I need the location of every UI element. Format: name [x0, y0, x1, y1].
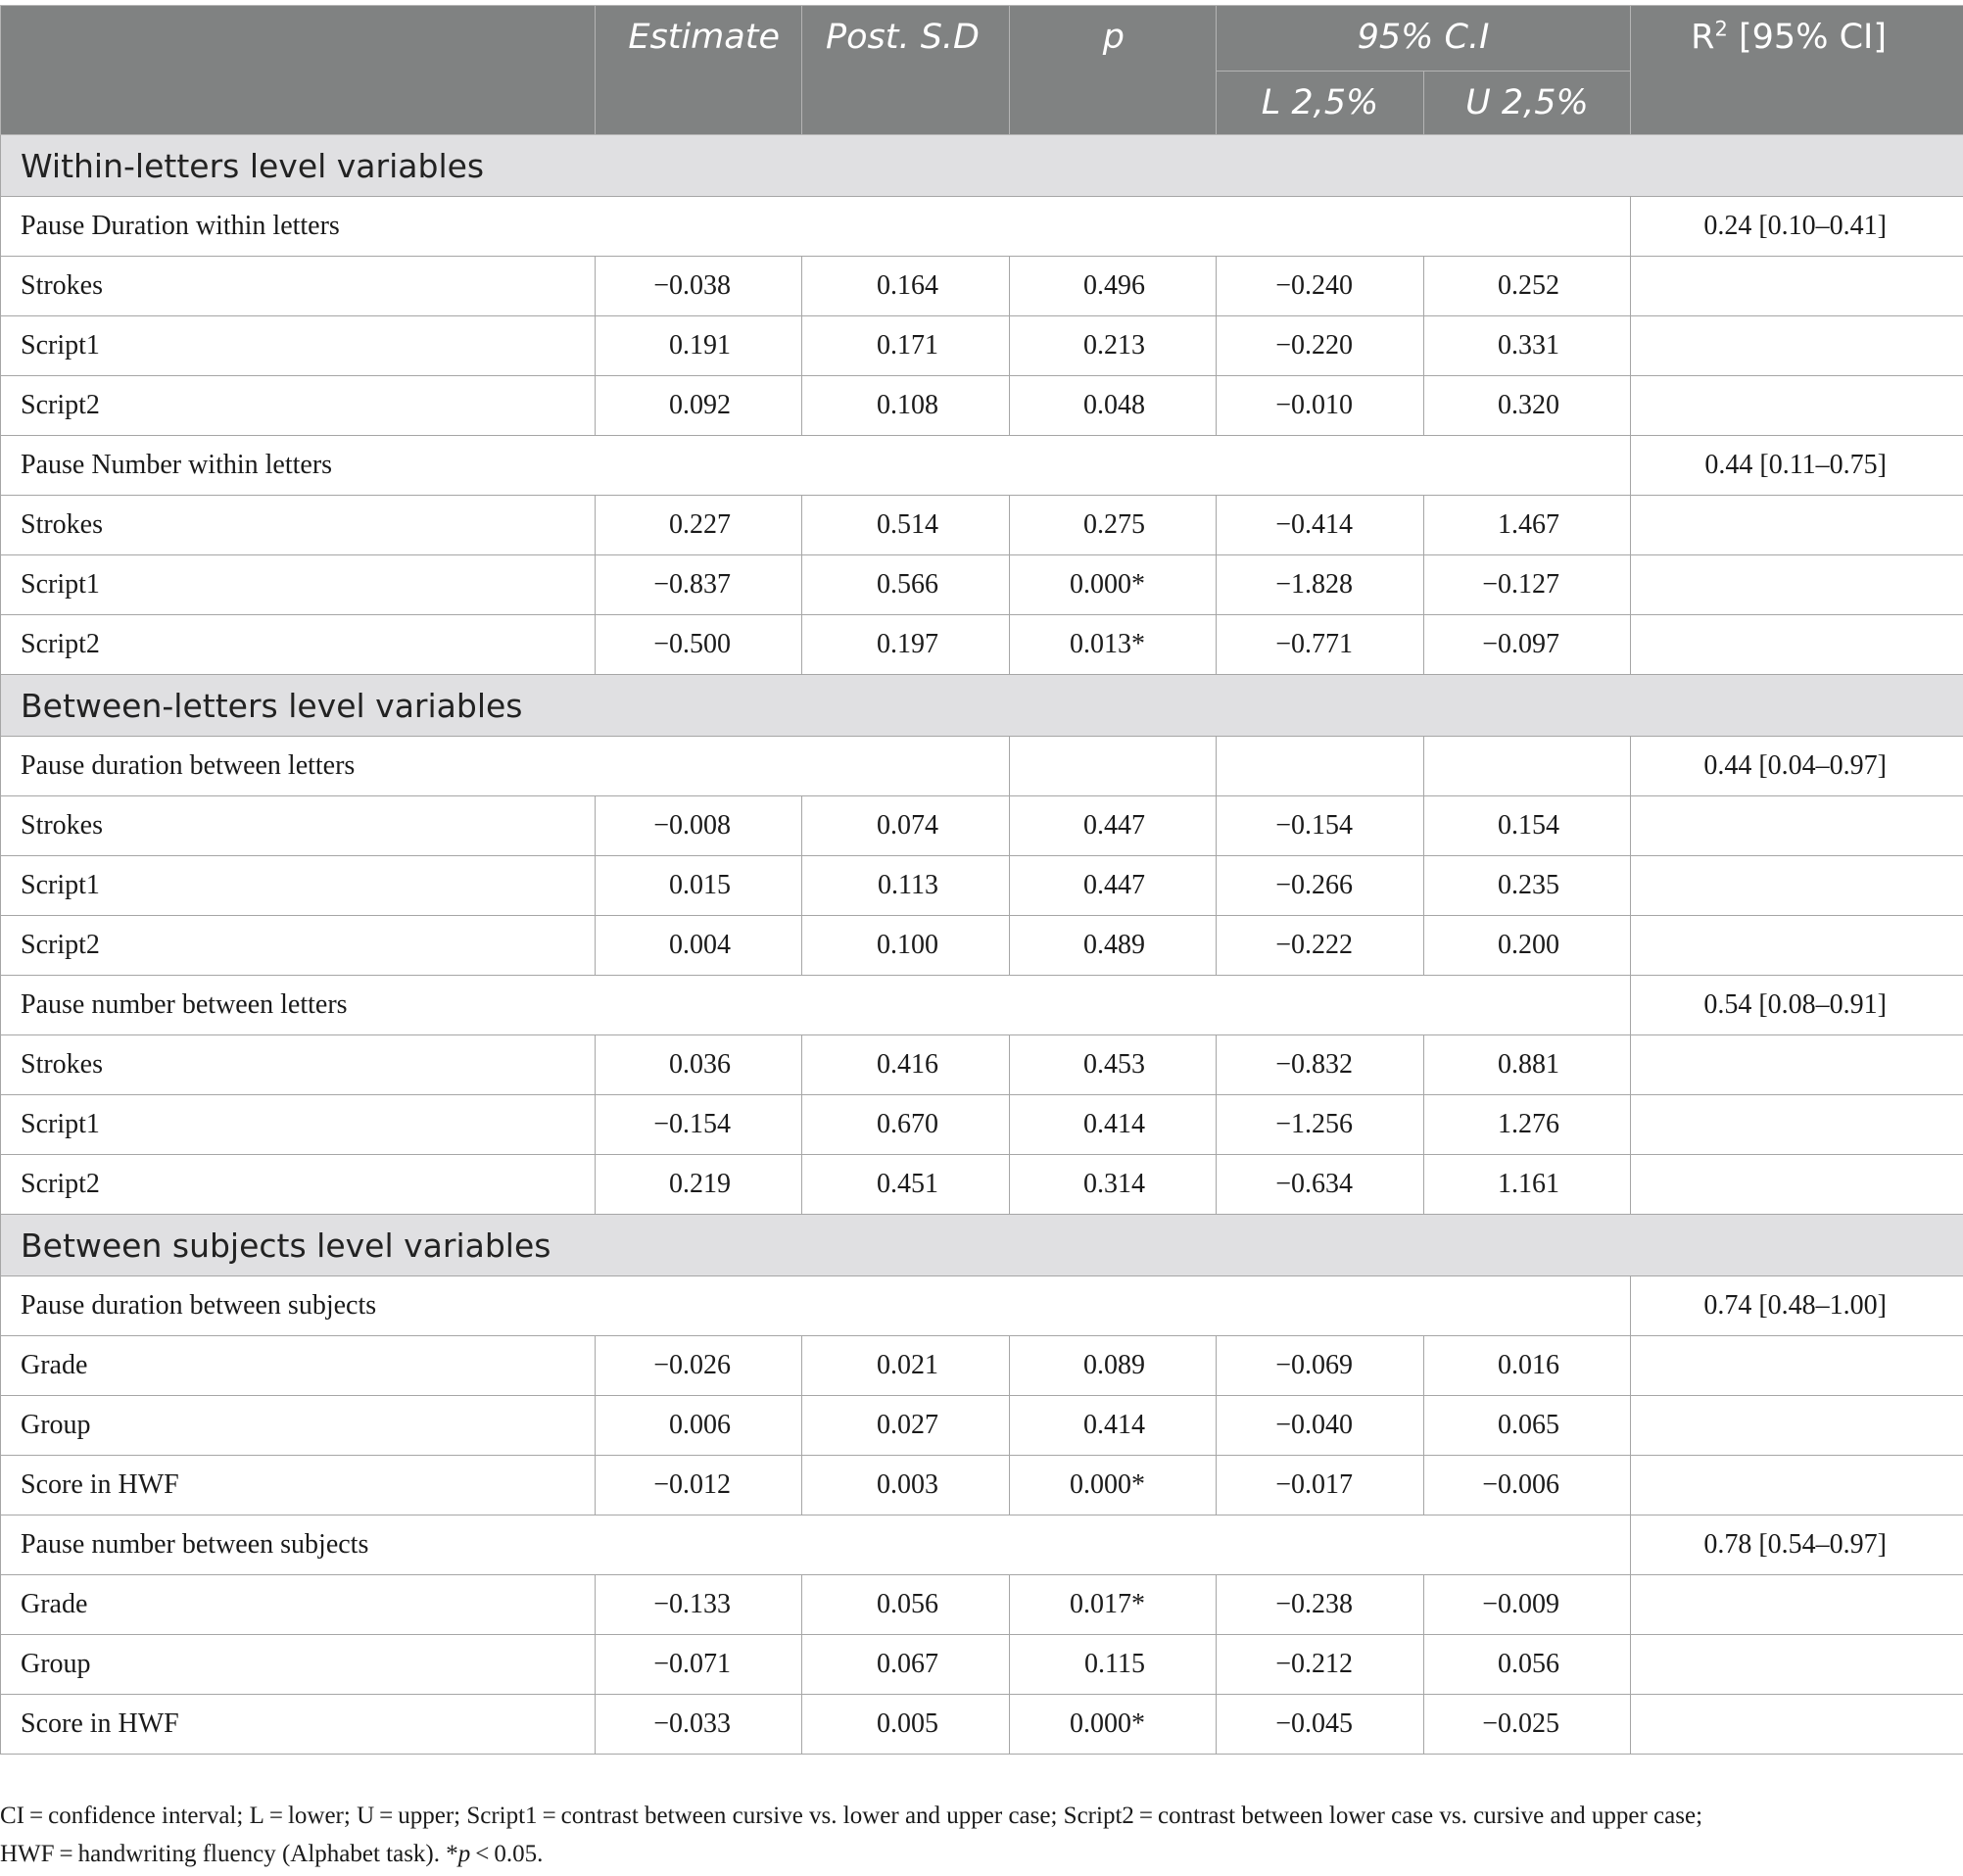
cell-upper: −0.097 [1424, 615, 1631, 675]
variable-label: Pause duration between subjects [1, 1276, 1631, 1336]
cell-upper: 0.154 [1424, 796, 1631, 856]
empty-cell [1424, 737, 1631, 796]
cell-estimate: 0.015 [596, 856, 802, 916]
empty-cell [1631, 615, 1963, 675]
cell-upper: 0.320 [1424, 376, 1631, 436]
empty-cell [1631, 796, 1963, 856]
section-row [1, 1215, 1963, 1276]
cell-estimate: −0.500 [596, 615, 802, 675]
results-table [0, 5, 1963, 1755]
empty-cell [1631, 856, 1963, 916]
cell-upper: 0.065 [1424, 1396, 1631, 1456]
cell-upper: 1.161 [1424, 1155, 1631, 1215]
cell-upper: 1.276 [1424, 1095, 1631, 1155]
cell-estimate: −0.038 [596, 257, 802, 316]
variable-row [1, 976, 1963, 1035]
cell-sd: 0.074 [802, 796, 1010, 856]
cell-sd: 0.171 [802, 316, 1010, 376]
cell-p: 0.275 [1010, 496, 1217, 555]
cell-upper: 0.235 [1424, 856, 1631, 916]
cell-sd: 0.021 [802, 1336, 1010, 1396]
cell-sd: 0.027 [802, 1396, 1010, 1456]
header-post-sd: Post. S.D [802, 6, 1010, 135]
cell-sd: 0.005 [802, 1695, 1010, 1755]
variable-label: Pause Duration within letters [1, 197, 1631, 257]
empty-cell [1631, 257, 1963, 316]
header-ci: 95% C.I [1217, 6, 1631, 72]
cell-sd: 0.100 [802, 916, 1010, 976]
variable-row [1, 436, 1963, 496]
table-row [1, 1336, 1963, 1396]
empty-cell [1631, 1575, 1963, 1635]
cell-p: 0.000* [1010, 555, 1217, 615]
cell-p: 0.089 [1010, 1336, 1217, 1396]
cell-upper: 1.467 [1424, 496, 1631, 555]
variable-label: Pause Number within letters [1, 436, 1631, 496]
header-p: p [1010, 6, 1217, 135]
empty-cell [1010, 737, 1217, 796]
footnote-line-1: CI = confidence interval; L = lower; U = upper; Script1 = contrast between cursive vs. lower and upper case; Script2 = contrast between lower case vs. cursive and upper case; [0, 1803, 1703, 1829]
cell-sd: 0.416 [802, 1035, 1010, 1095]
cell-lower: −1.828 [1217, 555, 1424, 615]
row-label: Score in HWF [1, 1456, 596, 1515]
cell-p: 0.453 [1010, 1035, 1217, 1095]
table-row [1, 1095, 1963, 1155]
section-row [1, 675, 1963, 737]
row-label: Script2 [1, 1155, 596, 1215]
cell-sd: 0.514 [802, 496, 1010, 555]
cell-lower: −0.238 [1217, 1575, 1424, 1635]
header-blank [1, 6, 596, 135]
empty-cell [1631, 1095, 1963, 1155]
table-row [1, 916, 1963, 976]
cell-p: 0.013* [1010, 615, 1217, 675]
cell-sd: 0.670 [802, 1095, 1010, 1155]
variable-label: Pause number between subjects [1, 1515, 1631, 1575]
empty-cell [1631, 916, 1963, 976]
cell-sd: 0.003 [802, 1456, 1010, 1515]
table-row [1, 796, 1963, 856]
table-row [1, 555, 1963, 615]
table-row [1, 1635, 1963, 1695]
cell-estimate: −0.133 [596, 1575, 802, 1635]
table-row [1, 1155, 1963, 1215]
cell-estimate: 0.006 [596, 1396, 802, 1456]
table-row [1, 496, 1963, 555]
table-row [1, 1575, 1963, 1635]
row-label: Score in HWF [1, 1695, 596, 1755]
cell-upper: −0.009 [1424, 1575, 1631, 1635]
variable-row [1, 737, 1963, 796]
r2-value: 0.54 [0.08–0.91] [1631, 976, 1963, 1035]
cell-p: 0.414 [1010, 1396, 1217, 1456]
cell-lower: −0.771 [1217, 615, 1424, 675]
cell-p: 0.017* [1010, 1575, 1217, 1635]
cell-estimate: −0.154 [596, 1095, 802, 1155]
table-body [1, 135, 1963, 1755]
row-label: Group [1, 1396, 596, 1456]
cell-estimate: −0.008 [596, 796, 802, 856]
cell-upper: 0.016 [1424, 1336, 1631, 1396]
cell-lower: −0.266 [1217, 856, 1424, 916]
variable-label: Pause number between letters [1, 976, 1631, 1035]
row-label: Group [1, 1635, 596, 1695]
cell-p: 0.000* [1010, 1695, 1217, 1755]
row-label: Script1 [1, 316, 596, 376]
empty-cell [1631, 1035, 1963, 1095]
section-title: Between subjects level variables [1, 1215, 1963, 1276]
row-label: Script1 [1, 856, 596, 916]
results-table-wrapper [0, 5, 1963, 1755]
table-row [1, 1035, 1963, 1095]
header-lower: L 2,5% [1217, 72, 1424, 135]
cell-estimate: −0.012 [596, 1456, 802, 1515]
footnote-line-2: HWF = handwriting fluency (Alphabet task). *p < 0.05. [0, 1841, 544, 1867]
cell-lower: −0.212 [1217, 1635, 1424, 1695]
row-label: Grade [1, 1336, 596, 1396]
cell-lower: −0.634 [1217, 1155, 1424, 1215]
row-label: Strokes [1, 496, 596, 555]
table-row [1, 1456, 1963, 1515]
row-label: Script2 [1, 376, 596, 436]
cell-lower: −0.222 [1217, 916, 1424, 976]
empty-cell [1631, 496, 1963, 555]
cell-lower: −1.256 [1217, 1095, 1424, 1155]
cell-estimate: −0.071 [596, 1635, 802, 1695]
row-label: Grade [1, 1575, 596, 1635]
variable-label: Pause duration between letters [1, 737, 1010, 796]
cell-estimate: 0.191 [596, 316, 802, 376]
section-row [1, 135, 1963, 197]
cell-p: 0.000* [1010, 1456, 1217, 1515]
cell-lower: −0.832 [1217, 1035, 1424, 1095]
cell-lower: −0.069 [1217, 1336, 1424, 1396]
header-upper: U 2,5% [1424, 72, 1631, 135]
cell-lower: −0.045 [1217, 1695, 1424, 1755]
r2-value: 0.74 [0.48–1.00] [1631, 1276, 1963, 1336]
row-label: Strokes [1, 796, 596, 856]
cell-upper: 0.252 [1424, 257, 1631, 316]
cell-sd: 0.113 [802, 856, 1010, 916]
cell-lower: −0.240 [1217, 257, 1424, 316]
cell-lower: −0.040 [1217, 1396, 1424, 1456]
cell-estimate: 0.219 [596, 1155, 802, 1215]
row-label: Strokes [1, 257, 596, 316]
cell-p: 0.314 [1010, 1155, 1217, 1215]
empty-cell [1217, 737, 1424, 796]
r2-value: 0.78 [0.54–0.97] [1631, 1515, 1963, 1575]
empty-cell [1631, 1695, 1963, 1755]
empty-cell [1631, 1336, 1963, 1396]
table-row [1, 615, 1963, 675]
cell-lower: −0.017 [1217, 1456, 1424, 1515]
r2-value: 0.44 [0.11–0.75] [1631, 436, 1963, 496]
header-estimate: Estimate [596, 6, 802, 135]
cell-estimate: 0.004 [596, 916, 802, 976]
cell-p: 0.048 [1010, 376, 1217, 436]
cell-sd: 0.108 [802, 376, 1010, 436]
cell-p: 0.447 [1010, 856, 1217, 916]
cell-sd: 0.451 [802, 1155, 1010, 1215]
cell-sd: 0.067 [802, 1635, 1010, 1695]
table-footnote [0, 1797, 1949, 1873]
header-r2: $R^2$ [95% CI] [1631, 6, 1963, 135]
variable-row [1, 1276, 1963, 1336]
cell-upper: −0.006 [1424, 1456, 1631, 1515]
section-title: Within-letters level variables [1, 135, 1963, 197]
cell-estimate: 0.036 [596, 1035, 802, 1095]
cell-sd: 0.566 [802, 555, 1010, 615]
cell-p: 0.447 [1010, 796, 1217, 856]
empty-cell [1631, 1155, 1963, 1215]
cell-lower: −0.414 [1217, 496, 1424, 555]
table-row [1, 376, 1963, 436]
row-label: Script2 [1, 916, 596, 976]
cell-p: 0.496 [1010, 257, 1217, 316]
cell-estimate: 0.092 [596, 376, 802, 436]
table-row [1, 1695, 1963, 1755]
table-header [1, 6, 1963, 135]
cell-lower: −0.010 [1217, 376, 1424, 436]
empty-cell [1631, 1635, 1963, 1695]
cell-upper: −0.127 [1424, 555, 1631, 615]
empty-cell [1631, 555, 1963, 615]
table-row [1, 856, 1963, 916]
row-label: Script1 [1, 1095, 596, 1155]
cell-sd: 0.164 [802, 257, 1010, 316]
cell-sd: 0.056 [802, 1575, 1010, 1635]
cell-upper: 0.881 [1424, 1035, 1631, 1095]
empty-cell [1631, 1396, 1963, 1456]
variable-row [1, 197, 1963, 257]
cell-upper: 0.056 [1424, 1635, 1631, 1695]
row-label: Strokes [1, 1035, 596, 1095]
empty-cell [1631, 1456, 1963, 1515]
r2-value: 0.44 [0.04–0.97] [1631, 737, 1963, 796]
row-label: Script1 [1, 555, 596, 615]
variable-row [1, 1515, 1963, 1575]
table-row [1, 316, 1963, 376]
cell-lower: −0.220 [1217, 316, 1424, 376]
cell-upper: 0.331 [1424, 316, 1631, 376]
cell-upper: 0.200 [1424, 916, 1631, 976]
table-row [1, 257, 1963, 316]
cell-estimate: −0.837 [596, 555, 802, 615]
cell-p: 0.213 [1010, 316, 1217, 376]
cell-p: 0.414 [1010, 1095, 1217, 1155]
cell-sd: 0.197 [802, 615, 1010, 675]
cell-upper: −0.025 [1424, 1695, 1631, 1755]
cell-p: 0.115 [1010, 1635, 1217, 1695]
r2-value: 0.24 [0.10–0.41] [1631, 197, 1963, 257]
cell-estimate: −0.026 [596, 1336, 802, 1396]
cell-p: 0.489 [1010, 916, 1217, 976]
empty-cell [1631, 316, 1963, 376]
cell-estimate: 0.227 [596, 496, 802, 555]
cell-estimate: −0.033 [596, 1695, 802, 1755]
empty-cell [1631, 376, 1963, 436]
section-title: Between-letters level variables [1, 675, 1963, 737]
table-row [1, 1396, 1963, 1456]
cell-lower: −0.154 [1217, 796, 1424, 856]
row-label: Script2 [1, 615, 596, 675]
